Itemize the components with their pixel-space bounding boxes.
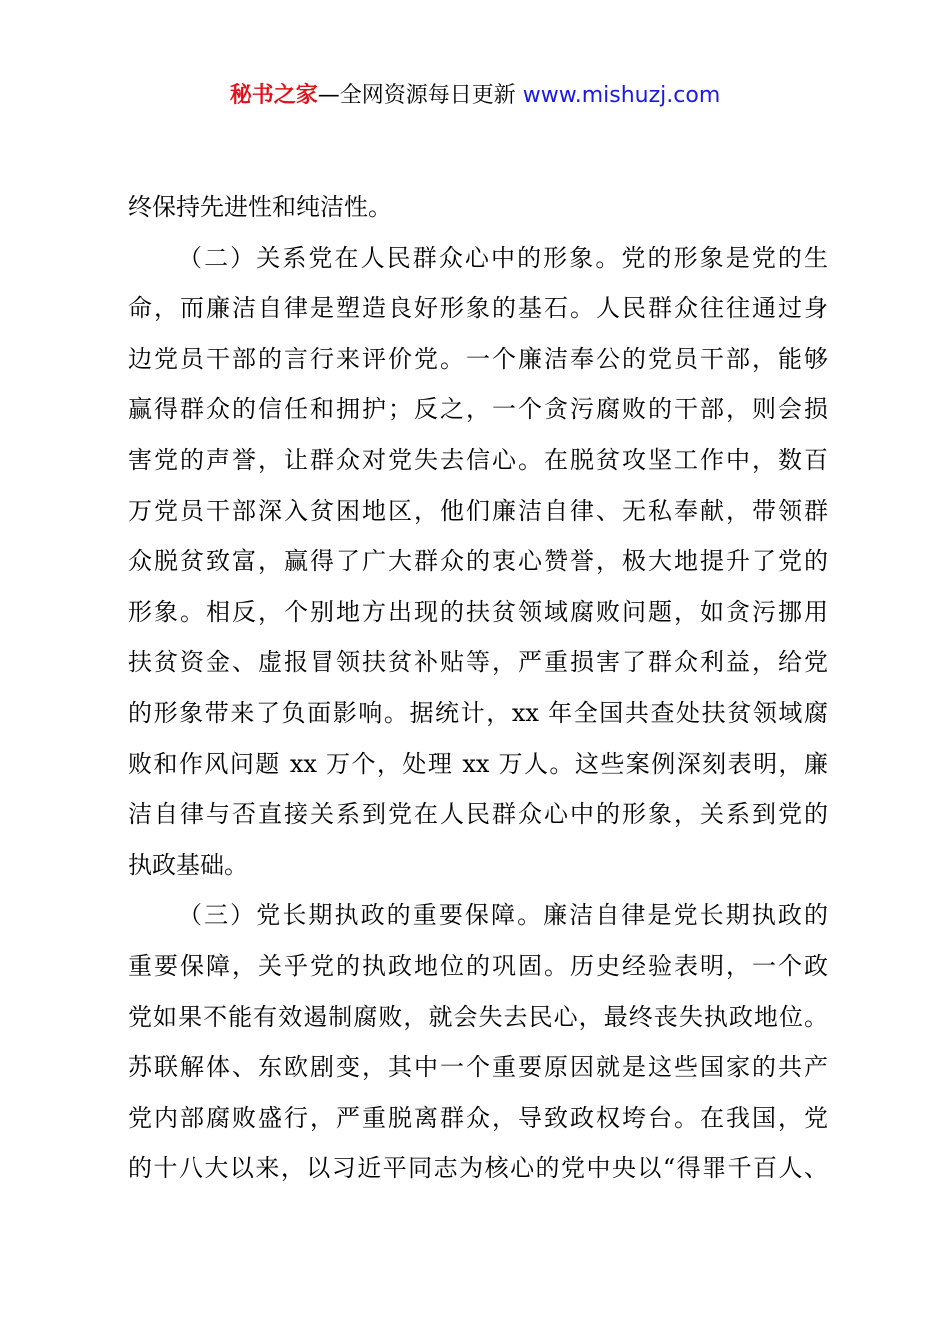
text-line: 扶贫资金、虚报冒领扶贫补贴等，严重损害了群众利益，给党	[128, 648, 828, 677]
text-line: 洁自律与否直接关系到党在人民群众心中的形象，关系到党的	[128, 800, 828, 829]
text-line: 边党员干部的言行来评价党。一个廉洁奉公的党员干部，能够	[128, 344, 828, 373]
header-tagline: —全网资源每日更新	[317, 83, 516, 108]
text-line: 形象。相反，个别地方出现的扶贫领域腐败问题，如贪污挪用	[128, 597, 828, 626]
text-line: 执政基础。	[128, 850, 248, 879]
site-url-link[interactable]: www.mishuzj.com	[522, 83, 721, 108]
text-line: 党如果不能有效遏制腐败，就会失去民心，最终丧失执政地位。	[128, 1002, 828, 1031]
text-line: 众脱贫致富，赢得了广大群众的衷心赞誉，极大地提升了党的	[128, 547, 828, 576]
paragraph-heading-line: （二）关系党在人民群众心中的形象。党的形象是党的生	[178, 243, 828, 272]
document-body	[128, 182, 828, 1194]
text-line: 的十八大以来，以习近平同志为核心的党中央以“得罪千百人、	[128, 1154, 828, 1183]
text-line: 赢得群众的信任和拥护；反之，一个贪污腐败的干部，则会损	[128, 395, 828, 424]
paragraph-heading-line: （三）党长期执政的重要保障。廉洁自律是党长期执政的	[178, 901, 828, 930]
text-line: 的形象带来了负面影响。据统计，xx 年全国共查处扶贫领域腐	[128, 698, 828, 727]
text-line: 苏联解体、东欧剧变，其中一个重要原因就是这些国家的共产	[128, 1053, 828, 1082]
text-line: 败和作风问题 xx 万个，处理 xx 万人。这些案例深刻表明，廉	[128, 749, 828, 778]
text-line: 终保持先进性和纯洁性。	[128, 193, 392, 221]
site-header	[0, 80, 950, 112]
brand-name: 秘书之家	[229, 83, 318, 108]
text-line: 命，而廉洁自律是塑造良好形象的基石。人民群众往往通过身	[128, 294, 828, 323]
text-line: 害党的声誉，让群众对党失去信心。在脱贫攻坚工作中，数百	[128, 445, 828, 474]
text-line: 党内部腐败盛行，严重脱离群众，导致政权垮台。在我国，党	[128, 1103, 828, 1132]
text-line: 重要保障，关乎党的执政地位的巩固。历史经验表明，一个政	[128, 951, 828, 980]
text-line: 万党员干部深入贫困地区，他们廉洁自律、无私奉献，带领群	[128, 496, 828, 525]
